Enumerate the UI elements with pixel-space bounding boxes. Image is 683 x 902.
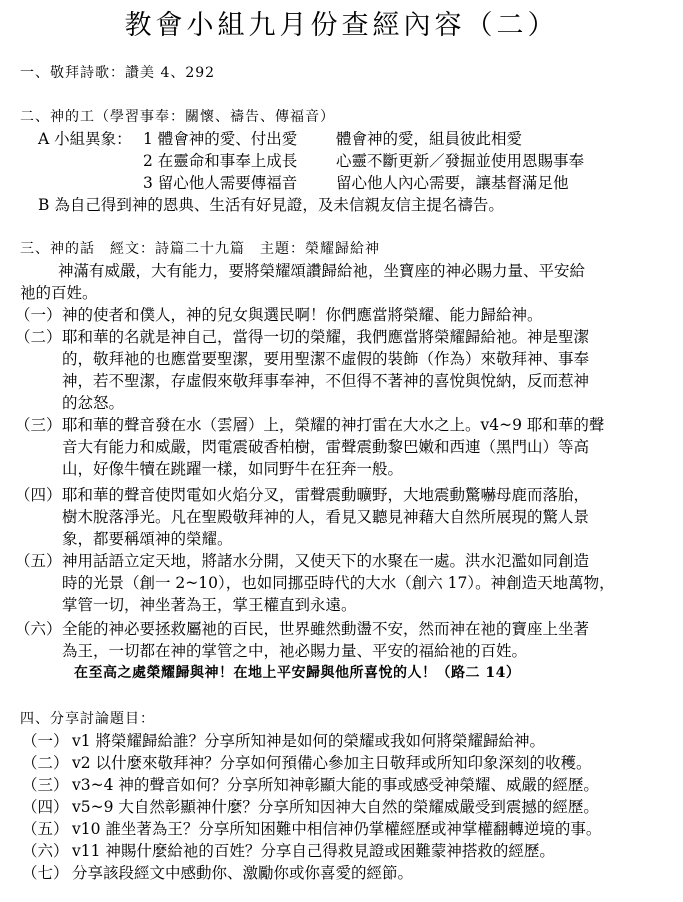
point-line: 時的光景（創一 2~10），也如同挪亞時代的大水（創六 17）。神創造天地萬物， — [62, 574, 615, 592]
point-line: 神的使者和僕人，神的兒女與選民啊！你們應當將榮耀、能力歸給神。 — [62, 306, 543, 324]
question-text: 分享該段經文中感動你、激勵你或你喜愛的經節。 — [72, 864, 414, 882]
question-number: （七） — [22, 864, 69, 882]
question-number: （二） — [22, 754, 69, 772]
question-text: v11 神賜什麼給祂的百姓？分享自己得救見證或困難蒙神搭救的經歷。 — [72, 842, 555, 860]
point-number: （五） — [15, 552, 62, 570]
question-text: v3~4 神的聲音如何？分享所知神彰顯大能的事或感受神榮耀、威嚴的經歷。 — [72, 776, 599, 794]
document-title: 教會小組九月份查經內容（二） — [124, 10, 559, 41]
point-number: （一） — [15, 306, 62, 324]
point-number: （三） — [15, 416, 62, 434]
section2-heading: 二、神的工（學習事奉：關懷、禱告、傳福音） — [20, 109, 335, 125]
question-text: v2 以什麼來敬拜神？分享如何預備心參加主日敬拜或所知印象深刻的收穫。 — [72, 754, 592, 772]
point-line: 耶和華的聲音使閃電如火焰分叉，雷聲震動曠野，大地震動驚嚇母鹿而落胎， — [62, 486, 590, 504]
point-line: 神，若不聖潔，存虛假來敬拜事奉神，不但得不著神的喜悅與悅納，反而惹神 — [62, 372, 590, 390]
vision-item-1-desc: 體會神的愛，組員彼此相愛 — [336, 130, 523, 148]
section4-heading: 四、分享討論題目： — [20, 711, 155, 727]
point-line: 音大有能力和威嚴，閃電震破香柏樹，雷聲震動黎巴嫩和西連（黑門山）等高 — [62, 438, 590, 456]
question-number: （三） — [22, 776, 69, 794]
section3-heading: 三、神的話 經文：詩篇二十九篇 主題：榮耀歸給神 — [20, 241, 380, 257]
point-line: 山，好像牛犢在跳躍一樣，如同野牛在狂奔一般。 — [62, 460, 404, 478]
point-line: 的，敬拜祂的也應當要聖潔，要用聖潔不虛假的裝飾（作為）來敬拜神、事奉 — [62, 350, 590, 368]
question-number: （六） — [22, 842, 69, 860]
point-line: 的忿怒。 — [62, 394, 125, 412]
question-number: （一） — [22, 732, 69, 750]
point-line: 樹木脫落淨光。凡在聖殿敬拜神的人，看見又聽見神藉大自然所展現的驚人景 — [62, 508, 590, 526]
point-line: 掌管一切，神坐著為王，掌王權直到永遠。 — [62, 596, 357, 614]
scripture-quote: 在至高之處榮耀歸與神！在地上平安歸與他所喜悅的人！（路二 14） — [74, 665, 521, 681]
vision-item-2-label: 2 在靈命和事奉上成長 — [143, 152, 298, 170]
point-line: 象，都要稱頌神的榮耀。 — [62, 530, 233, 548]
vision-item-1-label: 1 體會神的愛、付出愛 — [143, 130, 298, 148]
vision-item-2-desc: 心靈不斷更新／發掘並使用恩賜事奉 — [336, 152, 585, 170]
question-text: v10 誰坐著為王？分享所知困難中相信神仍掌權經歷或神掌權翻轉逆境的事。 — [72, 820, 602, 838]
question-text: v5~9 大自然彰顯神什麼？分享所知因神大自然的榮耀威嚴受到震撼的經歷。 — [72, 798, 599, 816]
question-text: v1 將榮耀歸給誰？分享所知神是如何的榮耀或我如何將榮耀歸給神。 — [72, 732, 546, 750]
section1-heading: 一、敬拜詩歌：讚美 4、292 — [20, 65, 216, 81]
vision-item-3-label: 3 留心他人需要傳福音 — [143, 174, 298, 192]
intro-line: 神滿有威嚴，大有能力，要將榮耀頌讚歸給祂，坐寶座的神必賜力量、平安給 — [58, 262, 586, 280]
question-number: （四） — [22, 798, 69, 816]
point-number: （六） — [15, 620, 62, 638]
vision-item-3-desc: 留心他人內心需要，讓基督滿足他 — [336, 174, 569, 192]
intro-line: 祂的百姓。 — [20, 284, 98, 302]
vision-prefix: A 小組異象： — [38, 130, 132, 148]
point-line: 耶和華的名就是神自己，當得一切的榮耀，我們應當將榮耀歸給祂。神是聖潔 — [62, 328, 590, 346]
point-line: 為王，一切都在神的掌管之中，祂必賜力量、平安的福給祂的百姓。 — [62, 642, 528, 660]
question-number: （五） — [22, 820, 69, 838]
point-line: 耶和華的聲音發在水（雲層）上，榮耀的神打雷在大水之上。v4~9 耶和華的聲 — [62, 416, 605, 434]
point-number: （四） — [15, 486, 62, 504]
point-line: 全能的神必要拯救屬祂的百民，世界雖然動盪不安，然而神在祂的寶座上坐著 — [62, 620, 590, 638]
point-number: （二） — [15, 328, 62, 346]
prayer-line: B 為自己得到神的恩典、生活有好見證，及未信親友信主提名禱告。 — [38, 196, 504, 214]
point-line: 神用話語立定天地，將諸水分開，又使天下的水聚在一處。洪水氾濫如同創造 — [62, 552, 590, 570]
